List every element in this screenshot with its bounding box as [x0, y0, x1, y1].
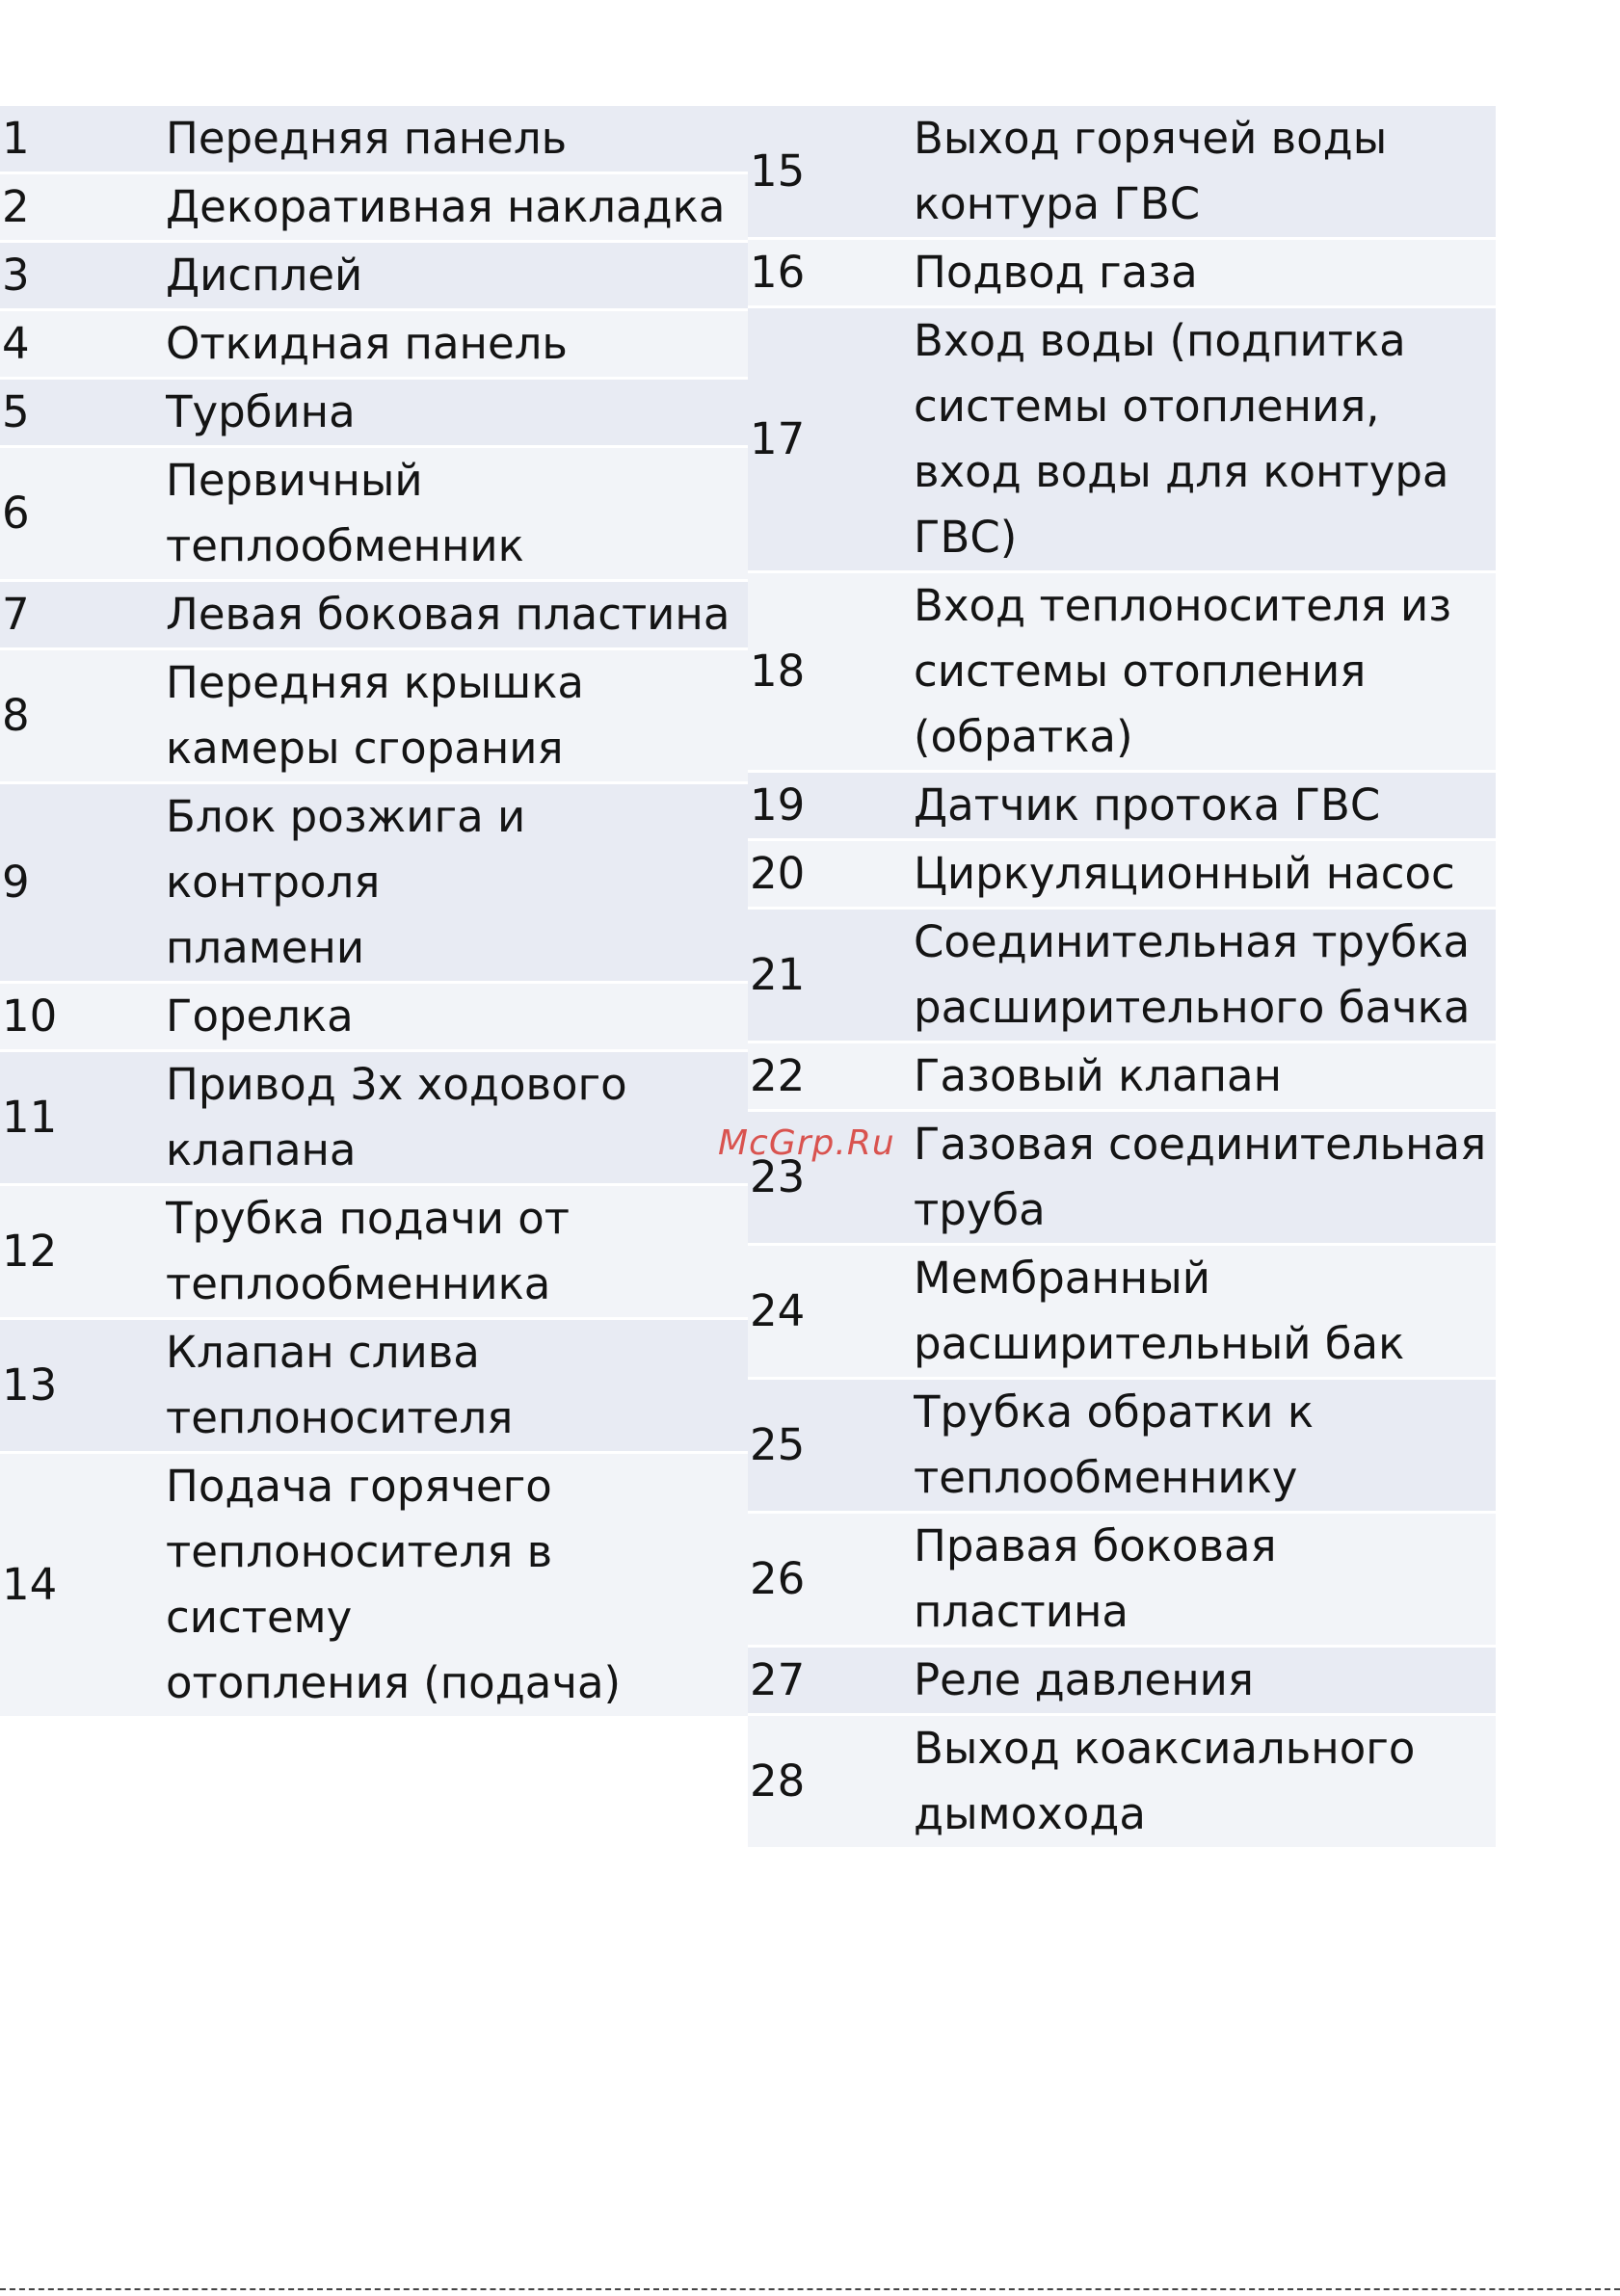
row-description: Горелка [166, 990, 354, 1042]
table-row [748, 308, 1496, 573]
table-row [0, 1186, 748, 1320]
row-description: Трубка обратки к теплообменнику [914, 1386, 1315, 1503]
row-number: 8 [2, 690, 30, 741]
row-number: 5 [2, 386, 30, 437]
table-row [748, 106, 1496, 240]
row-number: 23 [750, 1151, 806, 1202]
row-number: 13 [2, 1359, 58, 1411]
row-number: 28 [750, 1755, 806, 1807]
row-description: Правая боковая пластина [914, 1520, 1277, 1637]
row-description: Выход горячей воды контура ГВС [914, 113, 1388, 229]
row-number: 17 [750, 413, 806, 464]
table-row [0, 1320, 748, 1454]
table-row [748, 841, 1496, 910]
row-number: 18 [750, 646, 806, 697]
row-number: 19 [750, 779, 806, 831]
table-row [0, 380, 748, 448]
row-number: 26 [750, 1553, 806, 1604]
row-description: Датчик протока ГВС [914, 779, 1381, 831]
row-description: Газовый клапан [914, 1050, 1283, 1101]
row-description: Трубка подачи от теплообменника [166, 1193, 571, 1309]
row-number: 6 [2, 488, 30, 539]
row-number: 27 [750, 1654, 806, 1705]
row-description: Подвод газа [914, 247, 1198, 298]
table-row [748, 573, 1496, 773]
table-row [0, 448, 748, 582]
row-description: Реле давления [914, 1654, 1254, 1705]
table-row [0, 784, 748, 984]
row-number: 14 [2, 1559, 58, 1610]
row-description: Передняя крышка камеры сгорания [166, 657, 584, 774]
row-number: 21 [750, 949, 806, 1000]
table-row [0, 984, 748, 1052]
page-bottom-divider [0, 2288, 1620, 2290]
table-row [748, 1380, 1496, 1514]
table-row [748, 1514, 1496, 1648]
row-number: 16 [750, 247, 806, 298]
row-description: Соединительная трубка расширительного бачка [914, 916, 1471, 1033]
table-row [748, 1043, 1496, 1112]
row-description: Декоративная накладка [166, 181, 726, 232]
table-row [0, 106, 748, 174]
row-number: 25 [750, 1419, 806, 1470]
row-number: 4 [2, 318, 30, 369]
table-row [0, 1052, 748, 1186]
table-row [0, 650, 748, 784]
watermark: McGrp.Ru [718, 1123, 895, 1163]
row-description: Левая боковая пластина [166, 589, 730, 640]
table-row [0, 174, 748, 243]
row-number: 12 [2, 1226, 58, 1277]
table-row [748, 240, 1496, 308]
table-row [748, 773, 1496, 841]
row-number: 20 [750, 848, 806, 899]
table-row [748, 1648, 1496, 1716]
row-number: 1 [2, 113, 30, 164]
row-description: Откидная панель [166, 318, 568, 369]
row-description: Подача горячего теплоносителя в систему отопления (подача) [166, 1461, 622, 1708]
table-row [748, 1716, 1496, 1850]
row-description: Вход воды (подпитка системы отопления, вход воды для контура ГВС) [914, 315, 1449, 563]
table-row [0, 243, 748, 311]
row-number: 7 [2, 589, 30, 640]
row-number: 22 [750, 1050, 806, 1101]
row-number: 2 [2, 181, 30, 232]
row-description: Передняя панель [166, 113, 568, 164]
row-description: Мембранный расширительный бак [914, 1253, 1405, 1369]
row-description: Вход теплоносителя из системы отопления (обратка) [914, 580, 1452, 762]
table-row [748, 910, 1496, 1043]
table-row [748, 1246, 1496, 1380]
row-description: Газовая соединительная труба [914, 1119, 1487, 1235]
row-description: Блок розжига и контроля пламени [166, 791, 526, 973]
left-parts-table [0, 106, 748, 1719]
table-row [0, 1454, 748, 1719]
table-row [0, 582, 748, 650]
row-description: Циркуляционный насос [914, 848, 1455, 899]
row-description: Выход коаксиального дымохода [914, 1723, 1416, 1839]
row-number: 3 [2, 250, 30, 301]
row-description: Турбина [166, 386, 356, 437]
row-number: 11 [2, 1092, 58, 1143]
row-description: Дисплей [166, 250, 363, 301]
row-number: 15 [750, 145, 806, 197]
table-row [0, 311, 748, 380]
row-description: Клапан слива теплоносителя [166, 1327, 514, 1443]
row-number: 10 [2, 990, 58, 1042]
row-number: 24 [750, 1285, 806, 1336]
right-parts-table [748, 106, 1496, 1850]
row-description: Первичный теплообменник [166, 455, 524, 571]
row-number: 9 [2, 857, 30, 908]
row-description: Привод 3х ходового клапана [166, 1059, 627, 1175]
